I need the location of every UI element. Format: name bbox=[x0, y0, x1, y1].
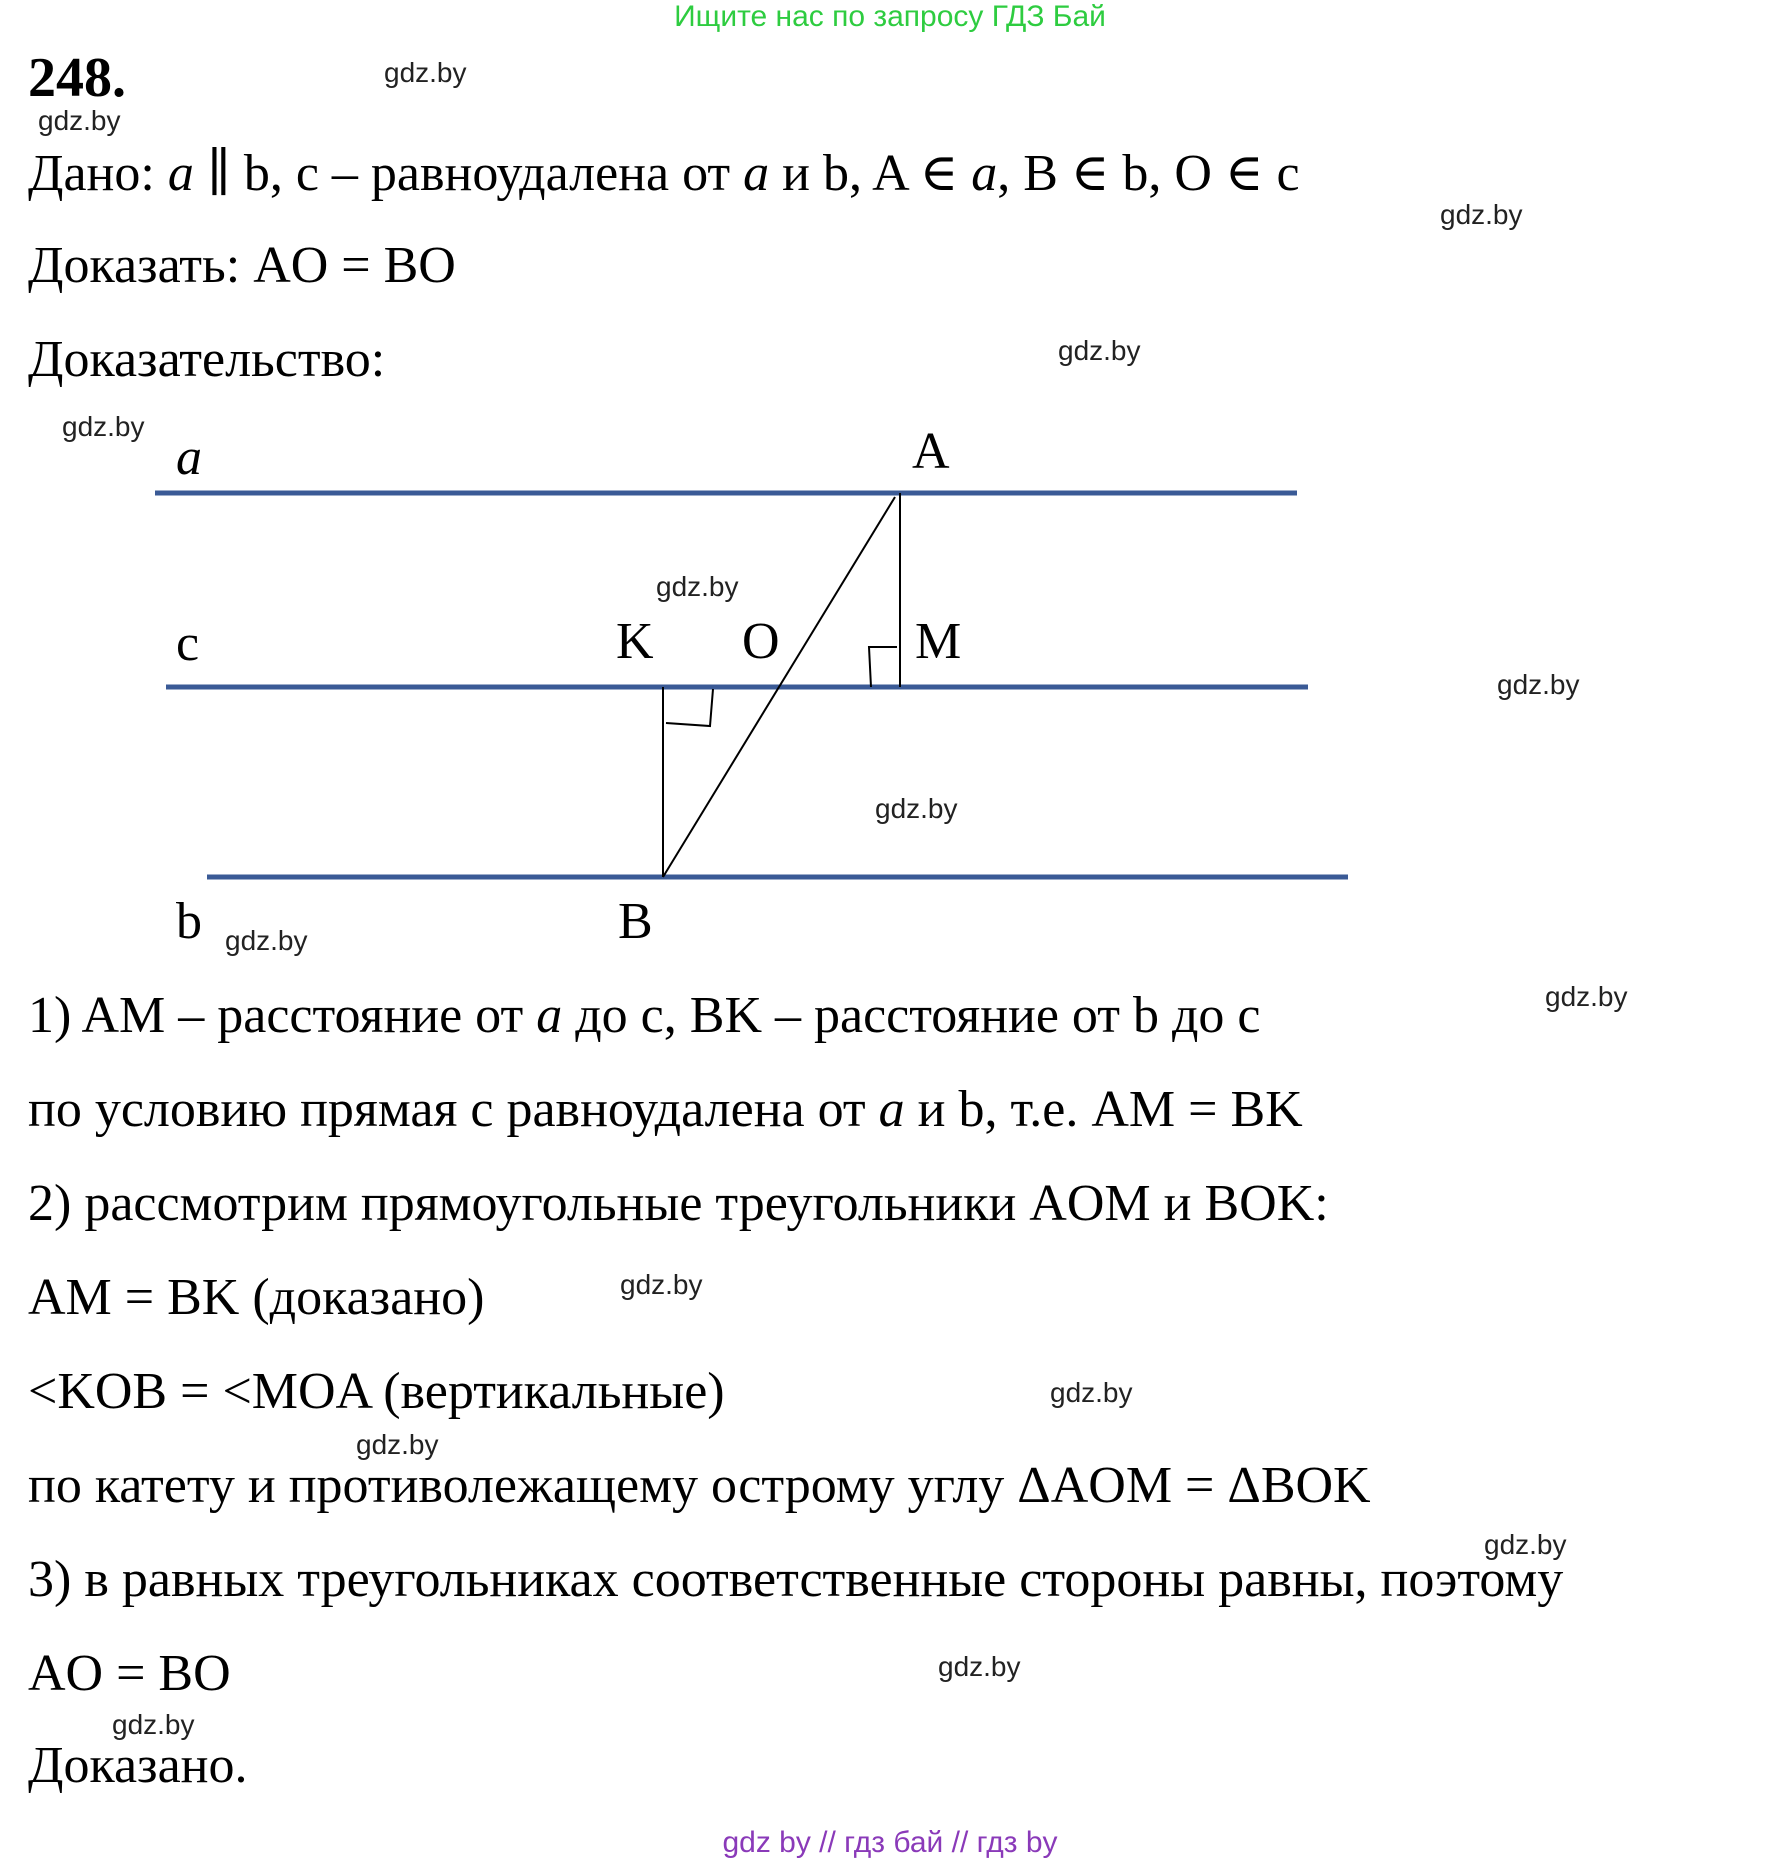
watermark: gdz.by bbox=[1440, 199, 1523, 230]
watermark: gdz.by bbox=[38, 105, 121, 136]
watermark: gdz.by bbox=[225, 925, 308, 956]
step-2b: <KOB = <MOA (вертикальные) bbox=[28, 1363, 725, 1420]
label-point-O: O bbox=[742, 613, 780, 670]
conclusion: Доказано. bbox=[28, 1737, 248, 1794]
watermark: gdz.by bbox=[656, 571, 739, 602]
watermark: gdz.by bbox=[1545, 981, 1628, 1012]
watermark: gdz.by bbox=[112, 1709, 195, 1740]
step-1: 1) AM – расстояние от a до c, BK – расстояние от b до c bbox=[28, 987, 1261, 1044]
watermark: gdz.by bbox=[875, 793, 958, 824]
footer-links[interactable]: gdz by // гдз бай // гдз by bbox=[722, 1826, 1058, 1859]
label-point-A: A bbox=[912, 423, 950, 480]
label-point-B: B bbox=[618, 893, 653, 950]
label-point-K: K bbox=[616, 613, 654, 670]
label-point-M: M bbox=[915, 613, 962, 670]
prove-line: Доказать: AO = BO bbox=[28, 237, 456, 294]
step-2: 2) рассмотрим прямоугольные треугольники AOM и BOK: bbox=[28, 1175, 1329, 1232]
step-2a: AM = BK (доказано) bbox=[28, 1269, 485, 1326]
watermark: gdz.by bbox=[938, 1651, 1021, 1682]
label-line-a: a bbox=[176, 429, 202, 486]
watermark: gdz.by bbox=[356, 1429, 439, 1460]
top-banner-link[interactable]: Ищите нас по запросу ГДЗ Бай bbox=[674, 0, 1106, 33]
right-angle-mark-K bbox=[666, 689, 713, 726]
step-3a: AO = BO bbox=[28, 1645, 231, 1702]
watermark: gdz.by bbox=[620, 1269, 703, 1300]
watermark: gdz.by bbox=[1058, 335, 1141, 366]
proof-heading: Доказательство: bbox=[28, 331, 386, 388]
given-line: Дано: a ∥ b, c – равноудалена от a и b, A ∈ a, B ∈ b, O ∈ c bbox=[28, 145, 1300, 202]
step-1b: по условию прямая c равноудалена от a и b, т.е. AM = BK bbox=[28, 1081, 1303, 1138]
watermark: gdz.by bbox=[1497, 669, 1580, 700]
watermark: gdz.by bbox=[384, 57, 467, 88]
right-angle-mark-M bbox=[869, 647, 897, 687]
step-2c: по катету и противолежащему острому углу ΔAOM = ΔBOK bbox=[28, 1457, 1371, 1514]
watermark: gdz.by bbox=[1484, 1529, 1567, 1560]
label-line-c: c bbox=[176, 615, 200, 672]
watermark: gdz.by bbox=[1050, 1377, 1133, 1408]
label-line-b: b bbox=[176, 893, 202, 950]
step-3: 3) в равных треугольниках соответственные стороны равны, поэтому bbox=[28, 1551, 1564, 1608]
problem-number: 248. bbox=[28, 47, 126, 109]
watermark: gdz.by bbox=[62, 411, 145, 442]
